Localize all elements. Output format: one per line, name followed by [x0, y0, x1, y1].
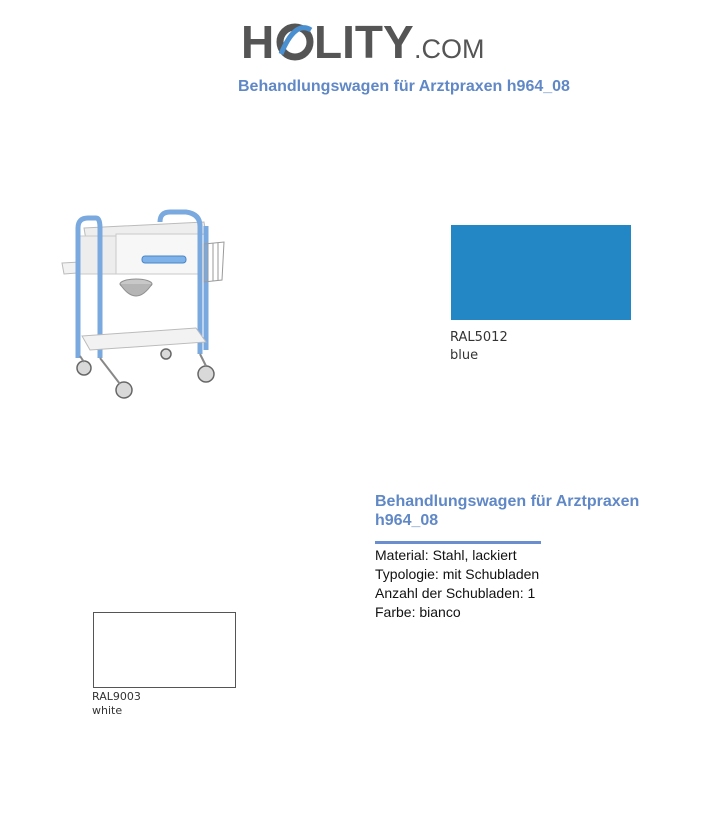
color-swatch-blue — [451, 225, 631, 320]
spec-typologie: Typologie: mit Schubladen — [375, 566, 540, 582]
spec-list — [375, 546, 539, 622]
medical-trolley-image — [56, 208, 226, 408]
svg-text:H: H — [241, 16, 275, 68]
swatch-code-white: RAL9003 — [92, 690, 141, 703]
swatch-code-blue: RAL5012 — [450, 330, 508, 345]
holity-logo — [241, 10, 491, 70]
swatch-name-white: white — [92, 704, 123, 717]
svg-text:.COM: .COM — [414, 34, 485, 64]
details-title: Behandlungswagen für Arztpraxen h964_08 — [375, 493, 640, 529]
color-swatch-white — [93, 612, 236, 688]
spec-drawer-count: Anzahl der Schubladen: 1 — [375, 585, 536, 601]
spec-material: Material: Stahl, lackiert — [375, 547, 517, 563]
spec-color: Farbe: bianco — [375, 604, 461, 620]
swatch-name-blue: blue — [450, 348, 479, 363]
svg-text:LITY: LITY — [314, 16, 414, 68]
holity-logo-mark — [241, 10, 491, 70]
details-divider — [375, 541, 541, 544]
page-title: Behandlungswagen für Arztpraxen h964_08 — [238, 78, 570, 95]
